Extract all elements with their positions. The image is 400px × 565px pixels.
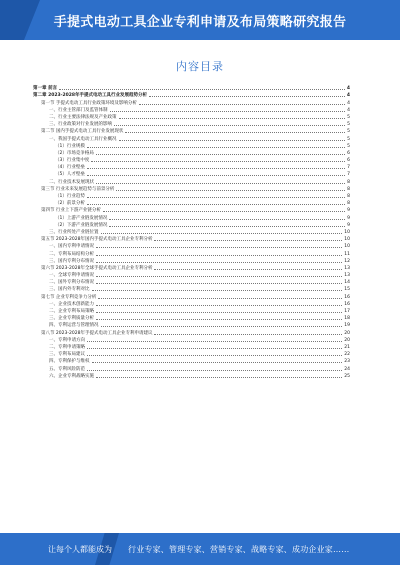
toc-leader-dots xyxy=(87,146,345,148)
toc-entry[interactable] xyxy=(33,364,350,371)
toc-entry-label: （2）市场竞争格局 xyxy=(55,150,94,156)
toc-leader-dots xyxy=(87,203,345,205)
toc-entry-label: 一、我国手提式电动工具行业概况 xyxy=(49,136,117,142)
toc-entry-label: 第一节 手提式电动工具行业政策环境及影响分析 xyxy=(41,100,137,106)
toc-entry[interactable] xyxy=(33,213,350,220)
toc-leader-dots xyxy=(96,318,342,320)
toc-entry[interactable] xyxy=(33,321,350,328)
toc-entry[interactable] xyxy=(33,142,350,149)
toc-entry-page: 19 xyxy=(344,323,350,329)
toc-entry-page: 21 xyxy=(344,344,350,350)
toc-entry-page: 13 xyxy=(344,273,350,279)
toc-entry[interactable] xyxy=(33,206,350,213)
toc-entry-label: 四、专利运营与管理情况 xyxy=(49,323,99,329)
table-of-contents xyxy=(33,84,350,379)
toc-entry-label: 三、国内专利分布情况 xyxy=(49,258,94,264)
toc-entry-page: 13 xyxy=(344,265,350,271)
toc-entry[interactable] xyxy=(33,257,350,264)
toc-entry-label: 二、企业专利布局策略 xyxy=(49,309,94,314)
toc-entry-page: 5 xyxy=(347,143,350,149)
toc-entry-label: 第七节 企业专利竞争力分析 xyxy=(41,294,97,300)
toc-leader-dots xyxy=(149,95,345,97)
toc-entry-page: 4 xyxy=(347,107,350,113)
toc-entry-label: 第一章 前言 xyxy=(33,86,58,92)
toc-entry[interactable] xyxy=(33,170,350,177)
toc-leader-dots xyxy=(87,167,345,169)
toc-leader-dots xyxy=(96,304,342,306)
toc-leader-dots xyxy=(119,117,346,119)
toc-leader-dots xyxy=(101,325,343,327)
toc-entry-label: （3）行业集中度 xyxy=(55,158,90,164)
toc-leader-dots xyxy=(87,354,342,356)
toc-leader-dots xyxy=(119,139,346,141)
toc-entry-page: 20 xyxy=(344,330,350,336)
toc-entry-page: 4 xyxy=(346,86,350,92)
toc-entry[interactable] xyxy=(33,120,350,127)
toc-entry-page: 8 xyxy=(347,179,350,185)
toc-entry-label: 第二节 国内手提式电动工具行业发展现状 xyxy=(41,129,124,135)
toc-entry-page: 8 xyxy=(347,186,350,192)
toc-entry-page: 9 xyxy=(347,222,350,228)
toc-entry-label: 四、专利保护与维权 xyxy=(49,359,90,365)
toc-leader-dots xyxy=(87,196,345,198)
toc-entry-page: 14 xyxy=(344,280,350,286)
footer-slogan: 让每个人都能成为 xyxy=(48,545,112,554)
toc-entry-page: 7 xyxy=(347,165,350,171)
toc-leader-dots xyxy=(125,131,345,133)
toc-leader-dots xyxy=(154,239,342,241)
toc-leader-dots xyxy=(59,88,345,90)
toc-entry-label: 一、专利申请方向 xyxy=(49,337,85,343)
toc-entry[interactable] xyxy=(33,149,350,156)
toc-entry-label: 二、行业技术发展现状 xyxy=(49,179,94,185)
toc-entry-label: 一、行业主管部门及监管体制 xyxy=(49,107,108,113)
toc-entry-label: （1）行业规模 xyxy=(55,143,85,149)
toc-entry-page: 10 xyxy=(344,229,350,235)
toc-leader-dots xyxy=(96,282,342,284)
toc-entry[interactable] xyxy=(33,235,350,242)
toc-leader-dots xyxy=(98,297,342,299)
toc-leader-dots xyxy=(96,261,342,263)
toc-entry-label: 二、行业主要法律法规及产业政策 xyxy=(49,114,117,120)
toc-entry[interactable] xyxy=(33,156,350,163)
toc-entry-label: 一、国内专利申请情况 xyxy=(49,244,94,250)
toc-entry-page: 8 xyxy=(347,194,350,199)
toc-leader-dots xyxy=(92,289,343,291)
toc-entry-page: 4 xyxy=(347,100,350,106)
toc-entry-label: 第四节 行业上下游产业链分析 xyxy=(41,208,101,214)
toc-entry-page: 15 xyxy=(344,287,350,293)
toc-entry-label: 第二章 2023-2028年手提式电动工具行业发展趋势分析 xyxy=(33,93,147,99)
toc-entry-label: 三、行业政策对行业发展的影响 xyxy=(49,122,112,128)
toc-leader-dots xyxy=(87,340,342,342)
toc-entry-label: 一、全球专利申请情况 xyxy=(49,273,94,279)
toc-entry[interactable] xyxy=(33,336,350,343)
toc-entry-page: 17 xyxy=(344,309,350,314)
toc-entry-label: 三、行业所处产业链位置 xyxy=(49,229,99,235)
toc-entry-page: 6 xyxy=(347,150,350,156)
toc-entry[interactable] xyxy=(33,300,350,307)
toc-entry-page: 9 xyxy=(347,208,350,214)
toc-entry[interactable] xyxy=(33,278,350,285)
toc-entry[interactable] xyxy=(33,350,350,357)
toc-entry-page: 8 xyxy=(347,201,350,207)
toc-entry-page: 25 xyxy=(344,373,350,379)
toc-entry-page: 4 xyxy=(346,93,350,99)
toc-entry[interactable] xyxy=(33,242,350,249)
toc-leader-dots xyxy=(114,124,345,126)
toc-entry-label: 第八节 2023-2028年手提式电动工具企业专利申请建议 xyxy=(41,330,153,336)
toc-leader-dots xyxy=(154,268,342,270)
toc-leader-dots xyxy=(96,275,342,277)
toc-leader-dots xyxy=(91,160,345,162)
toc-entry[interactable] xyxy=(33,127,350,134)
toc-entry-label: 六、企业专利战略实施 xyxy=(49,373,94,379)
toc-entry-page: 16 xyxy=(344,294,350,300)
toc-entry[interactable] xyxy=(33,113,350,120)
toc-leader-dots xyxy=(96,246,342,248)
toc-entry-page: 20 xyxy=(344,337,350,343)
toc-entry[interactable] xyxy=(33,106,350,113)
toc-entry[interactable] xyxy=(33,328,350,335)
footer-bar xyxy=(0,533,400,565)
toc-entry[interactable] xyxy=(33,314,350,321)
toc-entry-page: 24 xyxy=(344,366,350,372)
toc-leader-dots xyxy=(109,225,345,227)
toc-heading: 内容目录 xyxy=(176,60,224,73)
toc-entry-page: 6 xyxy=(347,158,350,164)
toc-entry-page: 9 xyxy=(347,215,350,221)
toc-entry[interactable] xyxy=(33,91,350,98)
toc-leader-dots xyxy=(92,361,343,363)
toc-entry[interactable] xyxy=(33,292,350,299)
toc-leader-dots xyxy=(96,376,342,378)
toc-entry-page: 16 xyxy=(344,301,350,307)
toc-entry-page: 11 xyxy=(344,251,350,257)
toc-entry[interactable] xyxy=(33,372,350,379)
toc-entry-label: 三、专利布局建议 xyxy=(49,352,85,358)
toc-entry-label: 第五节 2023-2028年国内手提式电动工具企业专利分析 xyxy=(41,237,153,243)
toc-leader-dots xyxy=(109,218,345,220)
toc-entry-label: 三、企业专利质量分析 xyxy=(49,316,94,322)
toc-leader-dots xyxy=(139,103,345,105)
toc-entry-label: （5）人才壁垒 xyxy=(55,172,85,178)
toc-entry[interactable] xyxy=(33,264,350,271)
header-bar xyxy=(0,0,400,40)
toc-leader-dots xyxy=(96,254,342,256)
toc-entry-page: 22 xyxy=(344,352,350,358)
toc-entry[interactable] xyxy=(33,98,350,105)
toc-entry[interactable] xyxy=(33,357,350,364)
toc-entry[interactable] xyxy=(33,192,350,199)
toc-entry[interactable] xyxy=(33,163,350,170)
toc-leader-dots xyxy=(87,347,342,349)
toc-entry-label: 五、专利风险防范 xyxy=(49,366,85,372)
toc-entry-label: 二、专利布局结构分析 xyxy=(49,251,94,257)
toc-entry-label: 二、专利申请策略 xyxy=(49,344,85,350)
toc-entry-page: 18 xyxy=(344,316,350,322)
toc-entry[interactable] xyxy=(33,199,350,206)
toc-entry[interactable] xyxy=(33,343,350,350)
toc-entry-label: 三、国内外专利对比 xyxy=(49,287,90,293)
toc-entry[interactable] xyxy=(33,285,350,292)
toc-entry-label: 一、企业技术创新能力 xyxy=(49,301,94,307)
toc-leader-dots xyxy=(96,182,345,184)
toc-entry-page: 5 xyxy=(347,129,350,135)
footer-tagline: 行业专家、管理专家、营销专家、战略专家、成功企业家…… xyxy=(128,545,350,554)
toc-entry[interactable] xyxy=(33,84,350,91)
toc-leader-dots xyxy=(110,110,346,112)
toc-entry-page: 5 xyxy=(347,136,350,142)
toc-entry-label: （1）上游产业链发展情况 xyxy=(55,215,108,221)
toc-leader-dots xyxy=(101,232,343,234)
toc-entry-label: 第六节 2023-2028年全球手提式电动工具企业专利分析 xyxy=(41,265,153,271)
toc-entry[interactable] xyxy=(33,185,350,192)
toc-entry-label: （4）行业壁垒 xyxy=(55,165,85,171)
toc-entry-page: 10 xyxy=(344,244,350,250)
toc-entry[interactable] xyxy=(33,271,350,278)
toc-leader-dots xyxy=(96,153,345,155)
toc-entry-page: 5 xyxy=(347,122,350,128)
toc-entry[interactable] xyxy=(33,249,350,256)
toc-leader-dots xyxy=(103,210,345,212)
toc-entry[interactable] xyxy=(33,307,350,314)
report-title: 手提式电动工具企业专利申请及布局策略研究报告 xyxy=(53,15,347,30)
toc-entry-label: （2）下游产业链发展情况 xyxy=(55,222,108,228)
toc-leader-dots xyxy=(154,333,342,335)
toc-entry-page: 12 xyxy=(344,258,350,264)
toc-leader-dots xyxy=(116,189,345,191)
toc-entry-label: （2）前景分析 xyxy=(55,201,85,207)
toc-entry[interactable] xyxy=(33,228,350,235)
toc-leader-dots xyxy=(87,369,342,371)
toc-leader-dots xyxy=(87,174,345,176)
toc-entry[interactable] xyxy=(33,134,350,141)
toc-entry-page: 5 xyxy=(347,114,350,120)
toc-entry-label: （1）行业趋势 xyxy=(55,194,85,199)
toc-entry-page: 7 xyxy=(347,172,350,178)
toc-entry-page: 23 xyxy=(344,359,350,365)
toc-entry-page: 10 xyxy=(344,237,350,243)
toc-entry[interactable] xyxy=(33,221,350,228)
toc-leader-dots xyxy=(96,311,342,313)
toc-entry-label: 二、国外专利分布情况 xyxy=(49,280,94,286)
toc-entry-label: 第三节 行业未来发展趋势与前景分析 xyxy=(41,186,115,192)
toc-entry[interactable] xyxy=(33,177,350,184)
